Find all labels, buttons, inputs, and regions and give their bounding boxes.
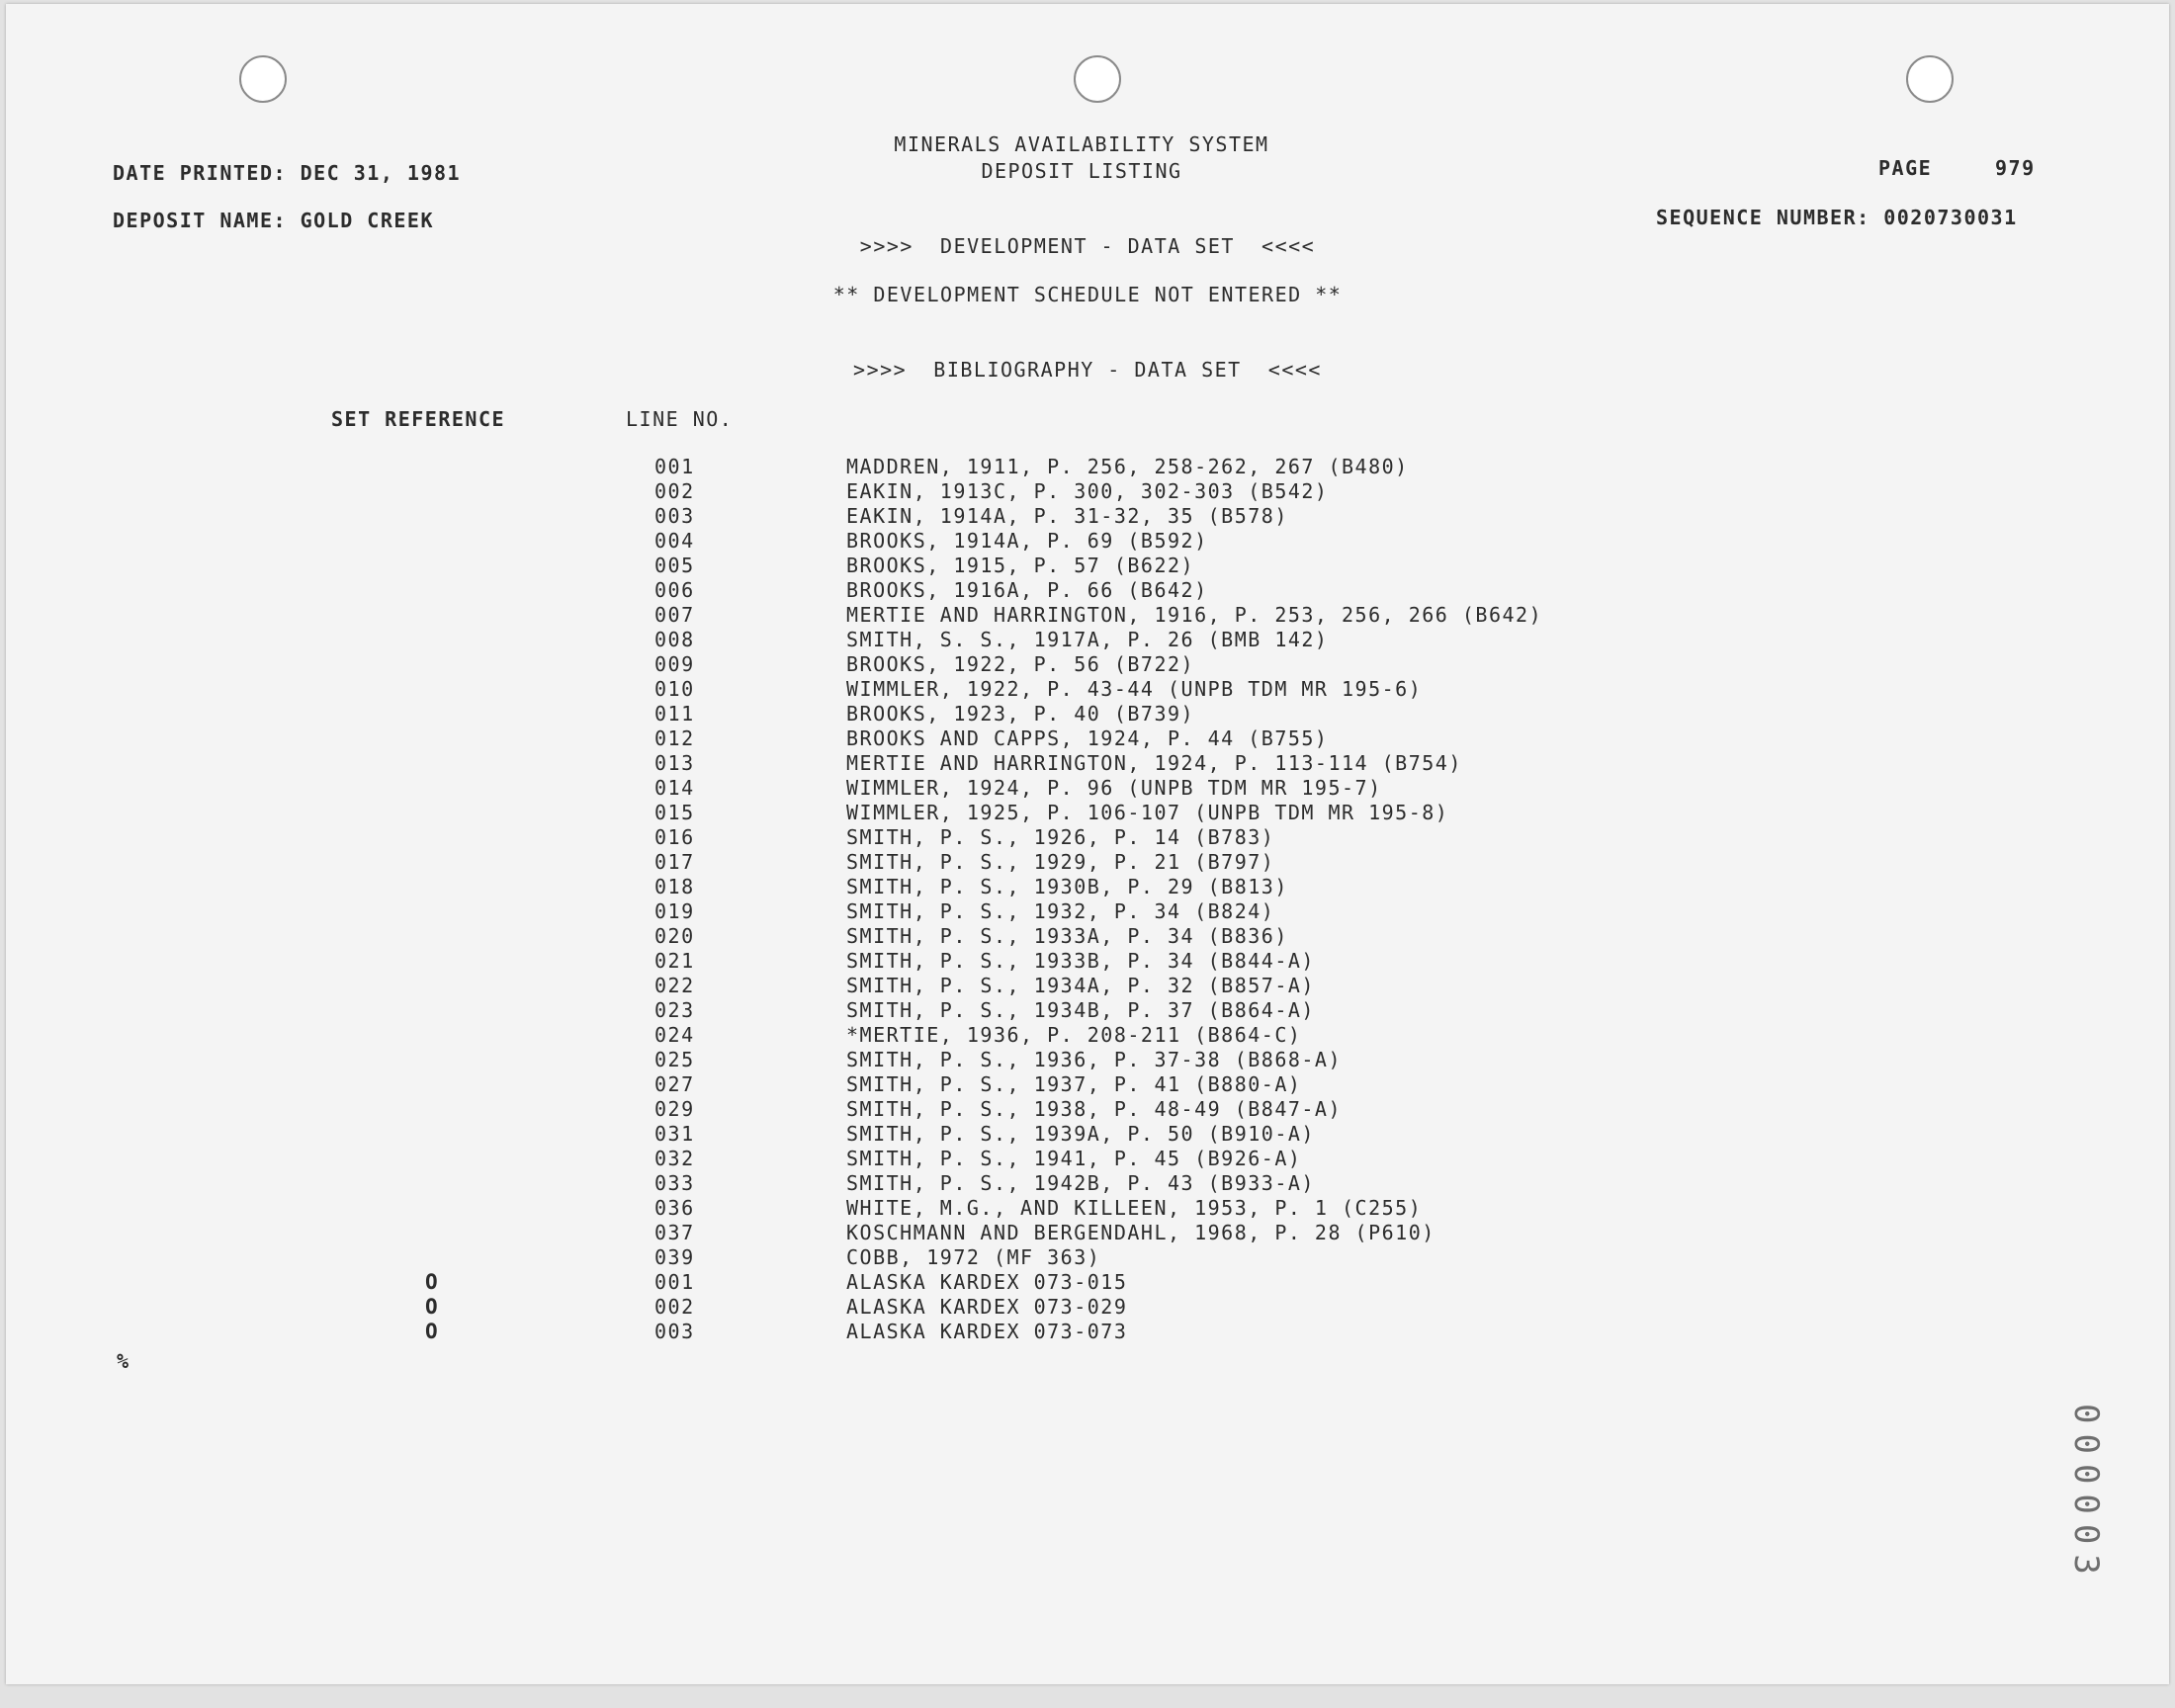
reference-cell: EAKIN, 1913C, P. 300, 302-303 (B542) [846,479,1329,503]
bibliography-row [0,776,2175,801]
bibliography-row [0,949,2175,974]
line-number-cell: 010 [654,677,695,701]
reference-cell: SMITH, P. S., 1934B, P. 37 (B864-A) [846,998,1315,1022]
reference-cell: SMITH, P. S., 1932, P. 34 (B824) [846,899,1275,923]
line-number-cell: 003 [654,504,695,528]
punch-hole-center [1074,55,1121,103]
reference-cell: ALASKA KARDEX 073-073 [846,1320,1128,1343]
reference-cell: SMITH, P. S., 1936, P. 37-38 (B868-A) [846,1048,1343,1071]
line-number-cell: 003 [654,1320,695,1343]
footer-mark: % [117,1349,130,1373]
line-number-cell: 031 [654,1122,695,1146]
bibliography-row [0,726,2175,751]
bibliography-row [0,479,2175,504]
reference-cell: SMITH, P. S., 1939A, P. 50 (B910-A) [846,1122,1315,1146]
bibliography-row [0,677,2175,702]
page-stamp: 000003 [2066,1404,2106,1584]
reference-cell: SMITH, P. S., 1930B, P. 29 (B813) [846,875,1288,898]
bibliography-list [0,455,2175,1344]
bibliography-row [0,1048,2175,1072]
line-number-cell: 025 [654,1048,695,1071]
line-number-cell: 027 [654,1072,695,1096]
line-number-cell: 032 [654,1147,695,1170]
development-note: ** DEVELOPMENT SCHEDULE NOT ENTERED ** [832,283,1343,306]
reference-cell: WHITE, M.G., AND KILLEEN, 1953, P. 1 (C255) [846,1196,1423,1220]
reference-cell: SMITH, P. S., 1929, P. 21 (B797) [846,850,1275,874]
bibliography-row [0,899,2175,924]
page-number: 979 [1995,156,2036,180]
reference-cell: BROOKS, 1915, P. 57 (B622) [846,554,1195,577]
line-number-cell: 016 [654,825,695,849]
column-header-line-no: LINE NO. [626,407,734,431]
bibliography-row [0,628,2175,652]
line-number-cell: 033 [654,1171,695,1195]
line-number-cell: 002 [654,1295,695,1319]
bibliography-row [0,455,2175,479]
deposit-name: DEPOSIT NAME: GOLD CREEK [113,209,434,232]
reference-cell: SMITH, P. S., 1938, P. 48-49 (B847-A) [846,1097,1343,1121]
line-number-cell: 037 [654,1221,695,1244]
bibliography-row [0,1245,2175,1270]
bibliography-row [0,1196,2175,1221]
bibliography-row [0,1072,2175,1097]
line-number-cell: 019 [654,899,695,923]
line-number-cell: 029 [654,1097,695,1121]
bibliography-row [0,1171,2175,1196]
line-number-cell: 015 [654,801,695,824]
bibliography-row [0,974,2175,998]
sequence-number: SEQUENCE NUMBER: 0020730031 [1656,206,2018,229]
bibliography-row [0,875,2175,899]
line-number-cell: 014 [654,776,695,800]
line-number-cell: 001 [654,1270,695,1294]
reference-cell: SMITH, S. S., 1917A, P. 26 (BMB 142) [846,628,1329,651]
line-number-cell: 017 [654,850,695,874]
reference-cell: SMITH, P. S., 1934A, P. 32 (B857-A) [846,974,1315,997]
reference-cell: ALASKA KARDEX 073-029 [846,1295,1128,1319]
bibliography-row [0,751,2175,776]
bibliography-row [0,1097,2175,1122]
line-number-cell: 012 [654,726,695,750]
bibliography-row [0,529,2175,554]
bibliography-row [0,1295,2175,1320]
development-heading: >>>> DEVELOPMENT - DATA SET <<<< [859,234,1316,258]
reference-cell: MADDREN, 1911, P. 256, 258-262, 267 (B480) [846,455,1409,478]
reference-cell: SMITH, P. S., 1942B, P. 43 (B933-A) [846,1171,1315,1195]
reference-cell: BROOKS, 1922, P. 56 (B722) [846,652,1195,676]
reference-cell: *MERTIE, 1936, P. 208-211 (B864-C) [846,1023,1302,1047]
reference-cell: BROOKS, 1916A, P. 66 (B642) [846,578,1208,602]
bibliography-row [0,924,2175,949]
reference-cell: BROOKS AND CAPPS, 1924, P. 44 (B755) [846,726,1329,750]
reference-cell: WIMMLER, 1922, P. 43-44 (UNPB TDM MR 195-6) [846,677,1423,701]
bibliography-row [0,1122,2175,1147]
line-number-cell: 022 [654,974,695,997]
line-number-cell: 011 [654,702,695,726]
page-label: PAGE [1878,156,1933,180]
reference-cell: SMITH, P. S., 1937, P. 41 (B880-A) [846,1072,1302,1096]
line-number-cell: 007 [654,603,695,627]
line-number-cell: 008 [654,628,695,651]
line-number-cell: 020 [654,924,695,948]
bibliography-row [0,1147,2175,1171]
line-number-cell: 004 [654,529,695,553]
system-title: MINERALS AVAILABILITY SYSTEM [894,132,1269,156]
set-reference-cell: O [425,1295,440,1319]
punch-hole-left [239,55,287,103]
reference-cell: BROOKS, 1914A, P. 69 (B592) [846,529,1208,553]
reference-cell: SMITH, P. S., 1933B, P. 34 (B844-A) [846,949,1315,973]
bibliography-row [0,504,2175,529]
line-number-cell: 005 [654,554,695,577]
punch-hole-right [1906,55,1954,103]
reference-cell: COBB, 1972 (MF 363) [846,1245,1101,1269]
bibliography-row [0,702,2175,726]
reference-cell: MERTIE AND HARRINGTON, 1916, P. 253, 256, 266 (B642) [846,603,1543,627]
bibliography-row [0,998,2175,1023]
reference-cell: WIMMLER, 1925, P. 106-107 (UNPB TDM MR 195-8) [846,801,1449,824]
bibliography-row [0,603,2175,628]
bibliography-row [0,1270,2175,1295]
line-number-cell: 023 [654,998,695,1022]
bibliography-row [0,801,2175,825]
reference-cell: SMITH, P. S., 1926, P. 14 (B783) [846,825,1275,849]
line-number-cell: 024 [654,1023,695,1047]
line-number-cell: 009 [654,652,695,676]
line-number-cell: 001 [654,455,695,478]
line-number-cell: 006 [654,578,695,602]
bibliography-row [0,825,2175,850]
reference-cell: SMITH, P. S., 1933A, P. 34 (B836) [846,924,1288,948]
reference-cell: KOSCHMANN AND BERGENDAHL, 1968, P. 28 (P610) [846,1221,1436,1244]
line-number-cell: 018 [654,875,695,898]
line-number-cell: 013 [654,751,695,775]
reference-cell: SMITH, P. S., 1941, P. 45 (B926-A) [846,1147,1302,1170]
column-header-set-reference: SET REFERENCE [331,407,506,431]
reference-cell: EAKIN, 1914A, P. 31-32, 35 (B578) [846,504,1288,528]
line-number-cell: 021 [654,949,695,973]
line-number-cell: 039 [654,1245,695,1269]
reference-cell: WIMMLER, 1924, P. 96 (UNPB TDM MR 195-7) [846,776,1382,800]
reference-cell: ALASKA KARDEX 073-015 [846,1270,1128,1294]
bibliography-row [0,850,2175,875]
report-title: DEPOSIT LISTING [981,159,1182,183]
set-reference-cell: O [425,1320,440,1343]
bibliography-row [0,554,2175,578]
bibliography-row [0,1320,2175,1344]
line-number-cell: 036 [654,1196,695,1220]
bibliography-row [0,1221,2175,1245]
set-reference-cell: O [425,1270,440,1294]
bibliography-row [0,652,2175,677]
reference-cell: BROOKS, 1923, P. 40 (B739) [846,702,1195,726]
reference-cell: MERTIE AND HARRINGTON, 1924, P. 113-114 (B754) [846,751,1462,775]
bibliography-row [0,578,2175,603]
bibliography-row [0,1023,2175,1048]
date-printed: DATE PRINTED: DEC 31, 1981 [113,161,462,185]
bibliography-heading: >>>> BIBLIOGRAPHY - DATA SET <<<< [853,358,1322,382]
line-number-cell: 002 [654,479,695,503]
